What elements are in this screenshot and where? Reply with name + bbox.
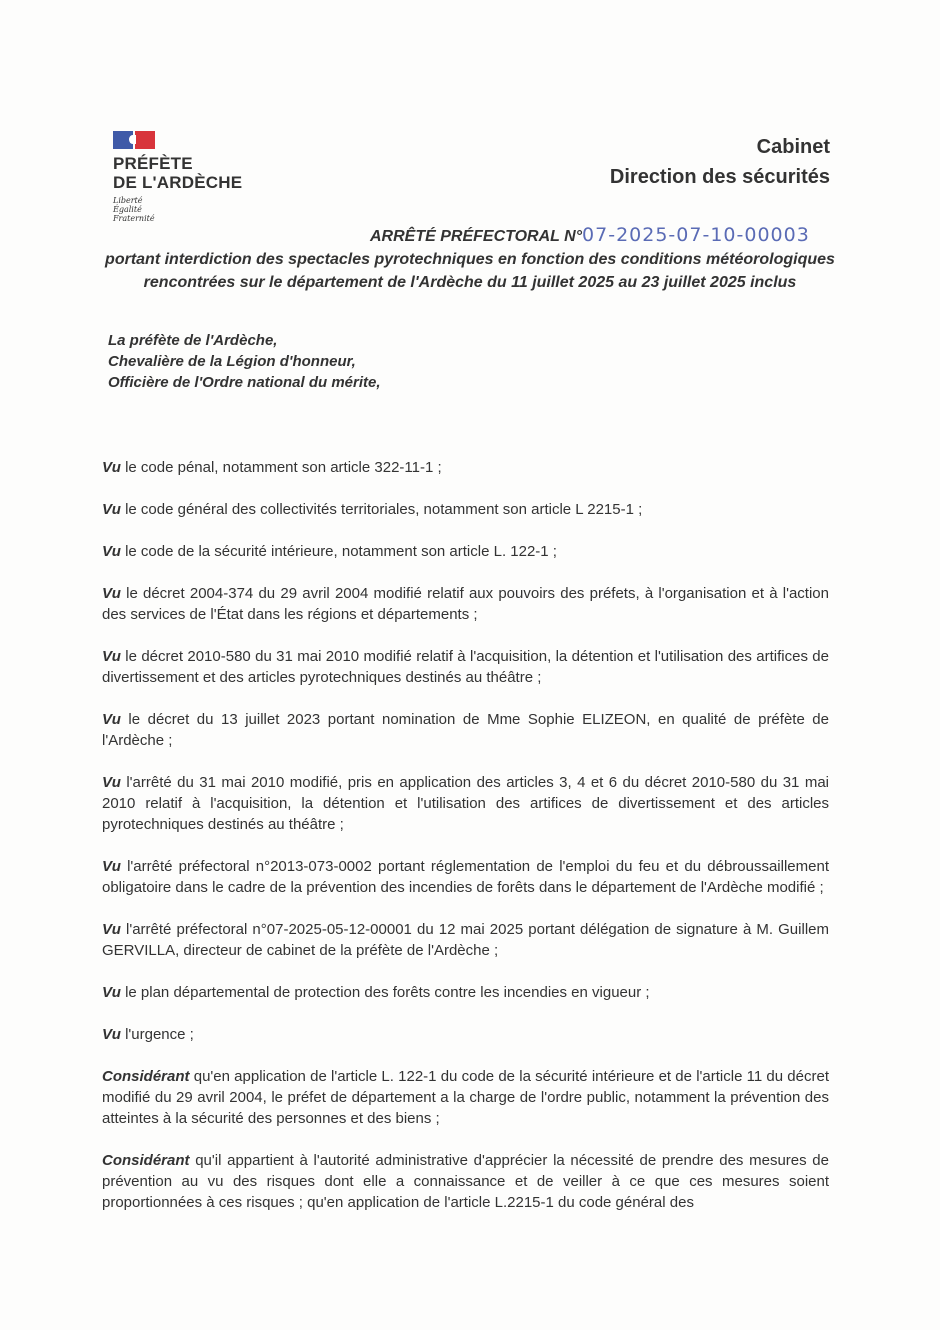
prefecture-logo — [113, 131, 273, 223]
logo-prefecture-name: PRÉFÈTE DE L'ARDÈCHE — [113, 154, 243, 192]
paragraph: Vu l'urgence ; — [102, 1026, 194, 1043]
paragraph: Vu l'arrêté préfectoral n°07-2025-05-12-00001 du 12 mai 2025 portant délégation de signature à M. Guillem GERVILLA, directeur de cabinet de la préfète de l'Ardèche ; — [102, 921, 829, 959]
paragraph: Considérant qu'il appartient à l'autorité administrative d'apprécier la nécessité de prendre des mesures de prévention au vu des risques dont elle a connaissance et de veiller à ce que ces mesures soient proportionnées à ces risques ; qu'en application de l'article L.2215-1 du code général des — [102, 1152, 829, 1211]
service-cabinet: Cabinet — [756, 136, 830, 158]
visas-considerants — [102, 457, 829, 1213]
paragraph: Considérant qu'en application de l'article L. 122-1 du code de la sécurité intérieure et de l'article 11 du décret modifié du 29 avril 2004, le préfet de département a la charge de l'ordre public, notamment la prévention des atteintes à la sécurité des personnes et des biens ; — [102, 1068, 829, 1127]
paragraph: Vu le décret 2010-580 du 31 mai 2010 modifié relatif à l'acquisition, la détention et l'utilisation des artifices de divertissement et des articles pyrotechniques destinés au théâtre ; — [102, 648, 829, 686]
service-direction: Direction des sécurités — [609, 166, 830, 188]
paragraph: Vu le décret 2004-374 du 29 avril 2004 modifié relatif aux pouvoirs des préfets, à l'organisation et à l'action des services de l'État dans les régions et départements ; — [102, 585, 829, 623]
paragraph: Vu le code de la sécurité intérieure, notamment son article L. 122-1 ; — [102, 543, 557, 560]
paragraph: Vu le plan départemental de protection des forêts contre les incendies en vigueur ; — [102, 984, 650, 1001]
republic-motto: Liberté Égalité Fraternité — [113, 196, 155, 223]
arrete-title — [370, 224, 810, 246]
arrete-number-handwritten: 07-2025-07-10-00003 — [582, 224, 810, 246]
arrete-subject: portant interdiction des spectacles pyrotechniques en fonction des conditions météorologiques rencontrées sur le département de l'Ardèche du 11 juillet 2025 au 23 juillet 2025 inclus — [105, 251, 835, 291]
paragraph: Vu le code général des collectivités territoriales, notamment son article L 2215-1 ; — [102, 501, 643, 518]
paragraph: Vu le code pénal, notamment son article 322-11-1 ; — [102, 459, 442, 476]
paragraph: Vu l'arrêté du 31 mai 2010 modifié, pris en application des articles 3, 4 et 6 du décret 2010-580 du 31 mai 2010 relatif à l'acquisition, la détention et l'utilisation des artifices de divertissement et des articles pyrotechniques destinés au théâtre ; — [102, 774, 829, 833]
issuing-service — [610, 132, 830, 192]
arrete-label: ARRÊTÉ PRÉFECTORAL N° — [370, 228, 583, 245]
paragraph: Vu le décret du 13 juillet 2023 portant nomination de Mme Sophie ELIZEON, en qualité de préfète de l'Ardèche ; — [102, 711, 829, 749]
authority-block: La préfète de l'Ardèche, Chevalière de la Légion d'honneur, Officière de l'Ordre national du mérite, — [108, 332, 381, 391]
paragraph: Vu l'arrêté préfectoral n°2013-073-0002 portant réglementation de l'emploi du feu et du débroussaillement obligatoire dans le cadre de la prévention des incendies de forêts dans le département de l'Ardèche modifié ; — [102, 858, 829, 896]
marianne-flag-icon — [113, 131, 162, 149]
